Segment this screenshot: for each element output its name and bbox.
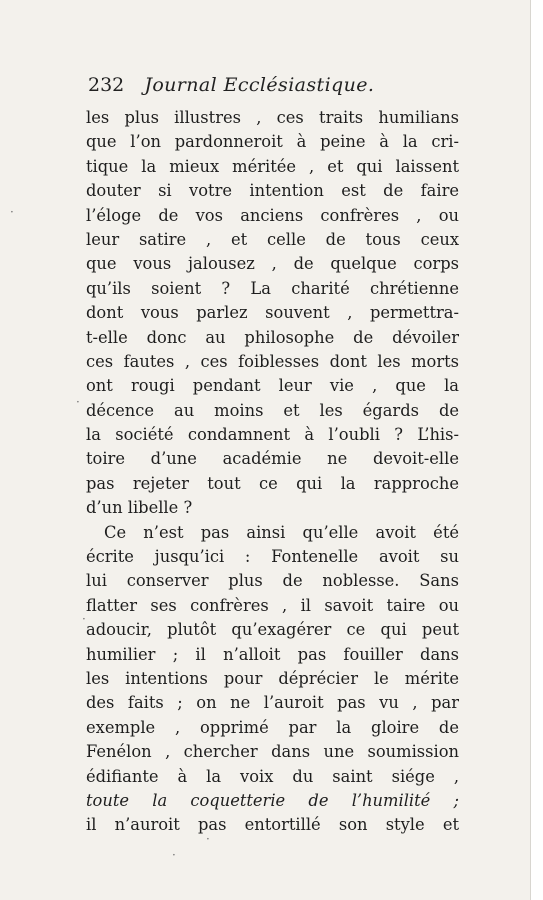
text-line: que l’on pardonneroit à peine à la cri- bbox=[86, 132, 459, 152]
text-line: les intentions pour déprécier le mérite bbox=[86, 668, 459, 688]
text-line: ces fautes , ces foiblesses dont les morts bbox=[86, 351, 459, 371]
text-line: l’éloge de vos anciens confrères , ou bbox=[86, 205, 459, 225]
italic-quote-line: toute la coquetterie de l’humilité ; bbox=[86, 790, 459, 810]
page-header bbox=[88, 74, 468, 96]
page-number: 232 bbox=[88, 74, 125, 96]
text-line: les plus illustres , ces traits humilians bbox=[86, 108, 459, 127]
text-line: lui conserver plus de noblesse. Sans bbox=[86, 571, 459, 591]
text-line: édifiante à la voix du saint siége , bbox=[86, 766, 459, 786]
text-line: exemple , opprimé par la gloire de bbox=[86, 717, 459, 737]
text-line: toire d’une académie ne devoit-elle bbox=[86, 449, 459, 469]
running-title: Journal Ecclésiastique. bbox=[144, 74, 375, 96]
text-line: il n’auroit pas entortillé son style et bbox=[86, 815, 459, 835]
text-line: que vous jalousez , de quelque corps bbox=[86, 254, 459, 274]
text-line: écrite jusqu’ici : Fontenelle avoit su bbox=[86, 547, 459, 567]
text-line: adoucir, plutôt qu’exagérer ce qui peut bbox=[86, 620, 459, 640]
text-line: Fenélon , chercher dans une soumission bbox=[86, 742, 459, 762]
text-line: d’un libelle ? bbox=[86, 498, 193, 518]
text-line: tique la mieux méritée , et qui laissent bbox=[86, 156, 459, 176]
text-line: la société condamnent à l’oubli ? L’his- bbox=[86, 425, 459, 445]
text-line: flatter ses confrères , il savoit taire ou bbox=[86, 595, 459, 615]
body-text bbox=[86, 106, 459, 838]
text-line: ont rougi pendant leur vie , que la bbox=[86, 376, 459, 396]
text-line: des faits ; on ne l’auroit pas vu , par bbox=[86, 693, 459, 713]
text-line: décence au moins et les égards de bbox=[86, 400, 459, 420]
margin-speck: · bbox=[206, 832, 210, 846]
paragraph-start-line: Ce n’est pas ainsi qu’elle avoit été bbox=[104, 522, 459, 542]
margin-speck: · bbox=[76, 395, 80, 409]
page-edge bbox=[530, 0, 543, 900]
text-line: pas rejeter tout ce qui la rapproche bbox=[86, 473, 459, 493]
text-line: humilier ; il n’alloit pas fouiller dans bbox=[86, 644, 459, 664]
text-line: t-elle donc au philosophe de dévoiler bbox=[86, 327, 459, 347]
text-line: douter si votre intention est de faire bbox=[86, 181, 459, 201]
text-line: leur satire , et celle de tous ceux bbox=[86, 229, 459, 249]
margin-speck: · bbox=[10, 205, 14, 219]
margin-speck: · bbox=[82, 612, 86, 626]
text-line: qu’ils soient ? La charité chrétienne bbox=[86, 278, 459, 298]
text-line: dont vous parlez souvent , permettra- bbox=[86, 303, 459, 323]
margin-speck: · bbox=[172, 848, 176, 862]
